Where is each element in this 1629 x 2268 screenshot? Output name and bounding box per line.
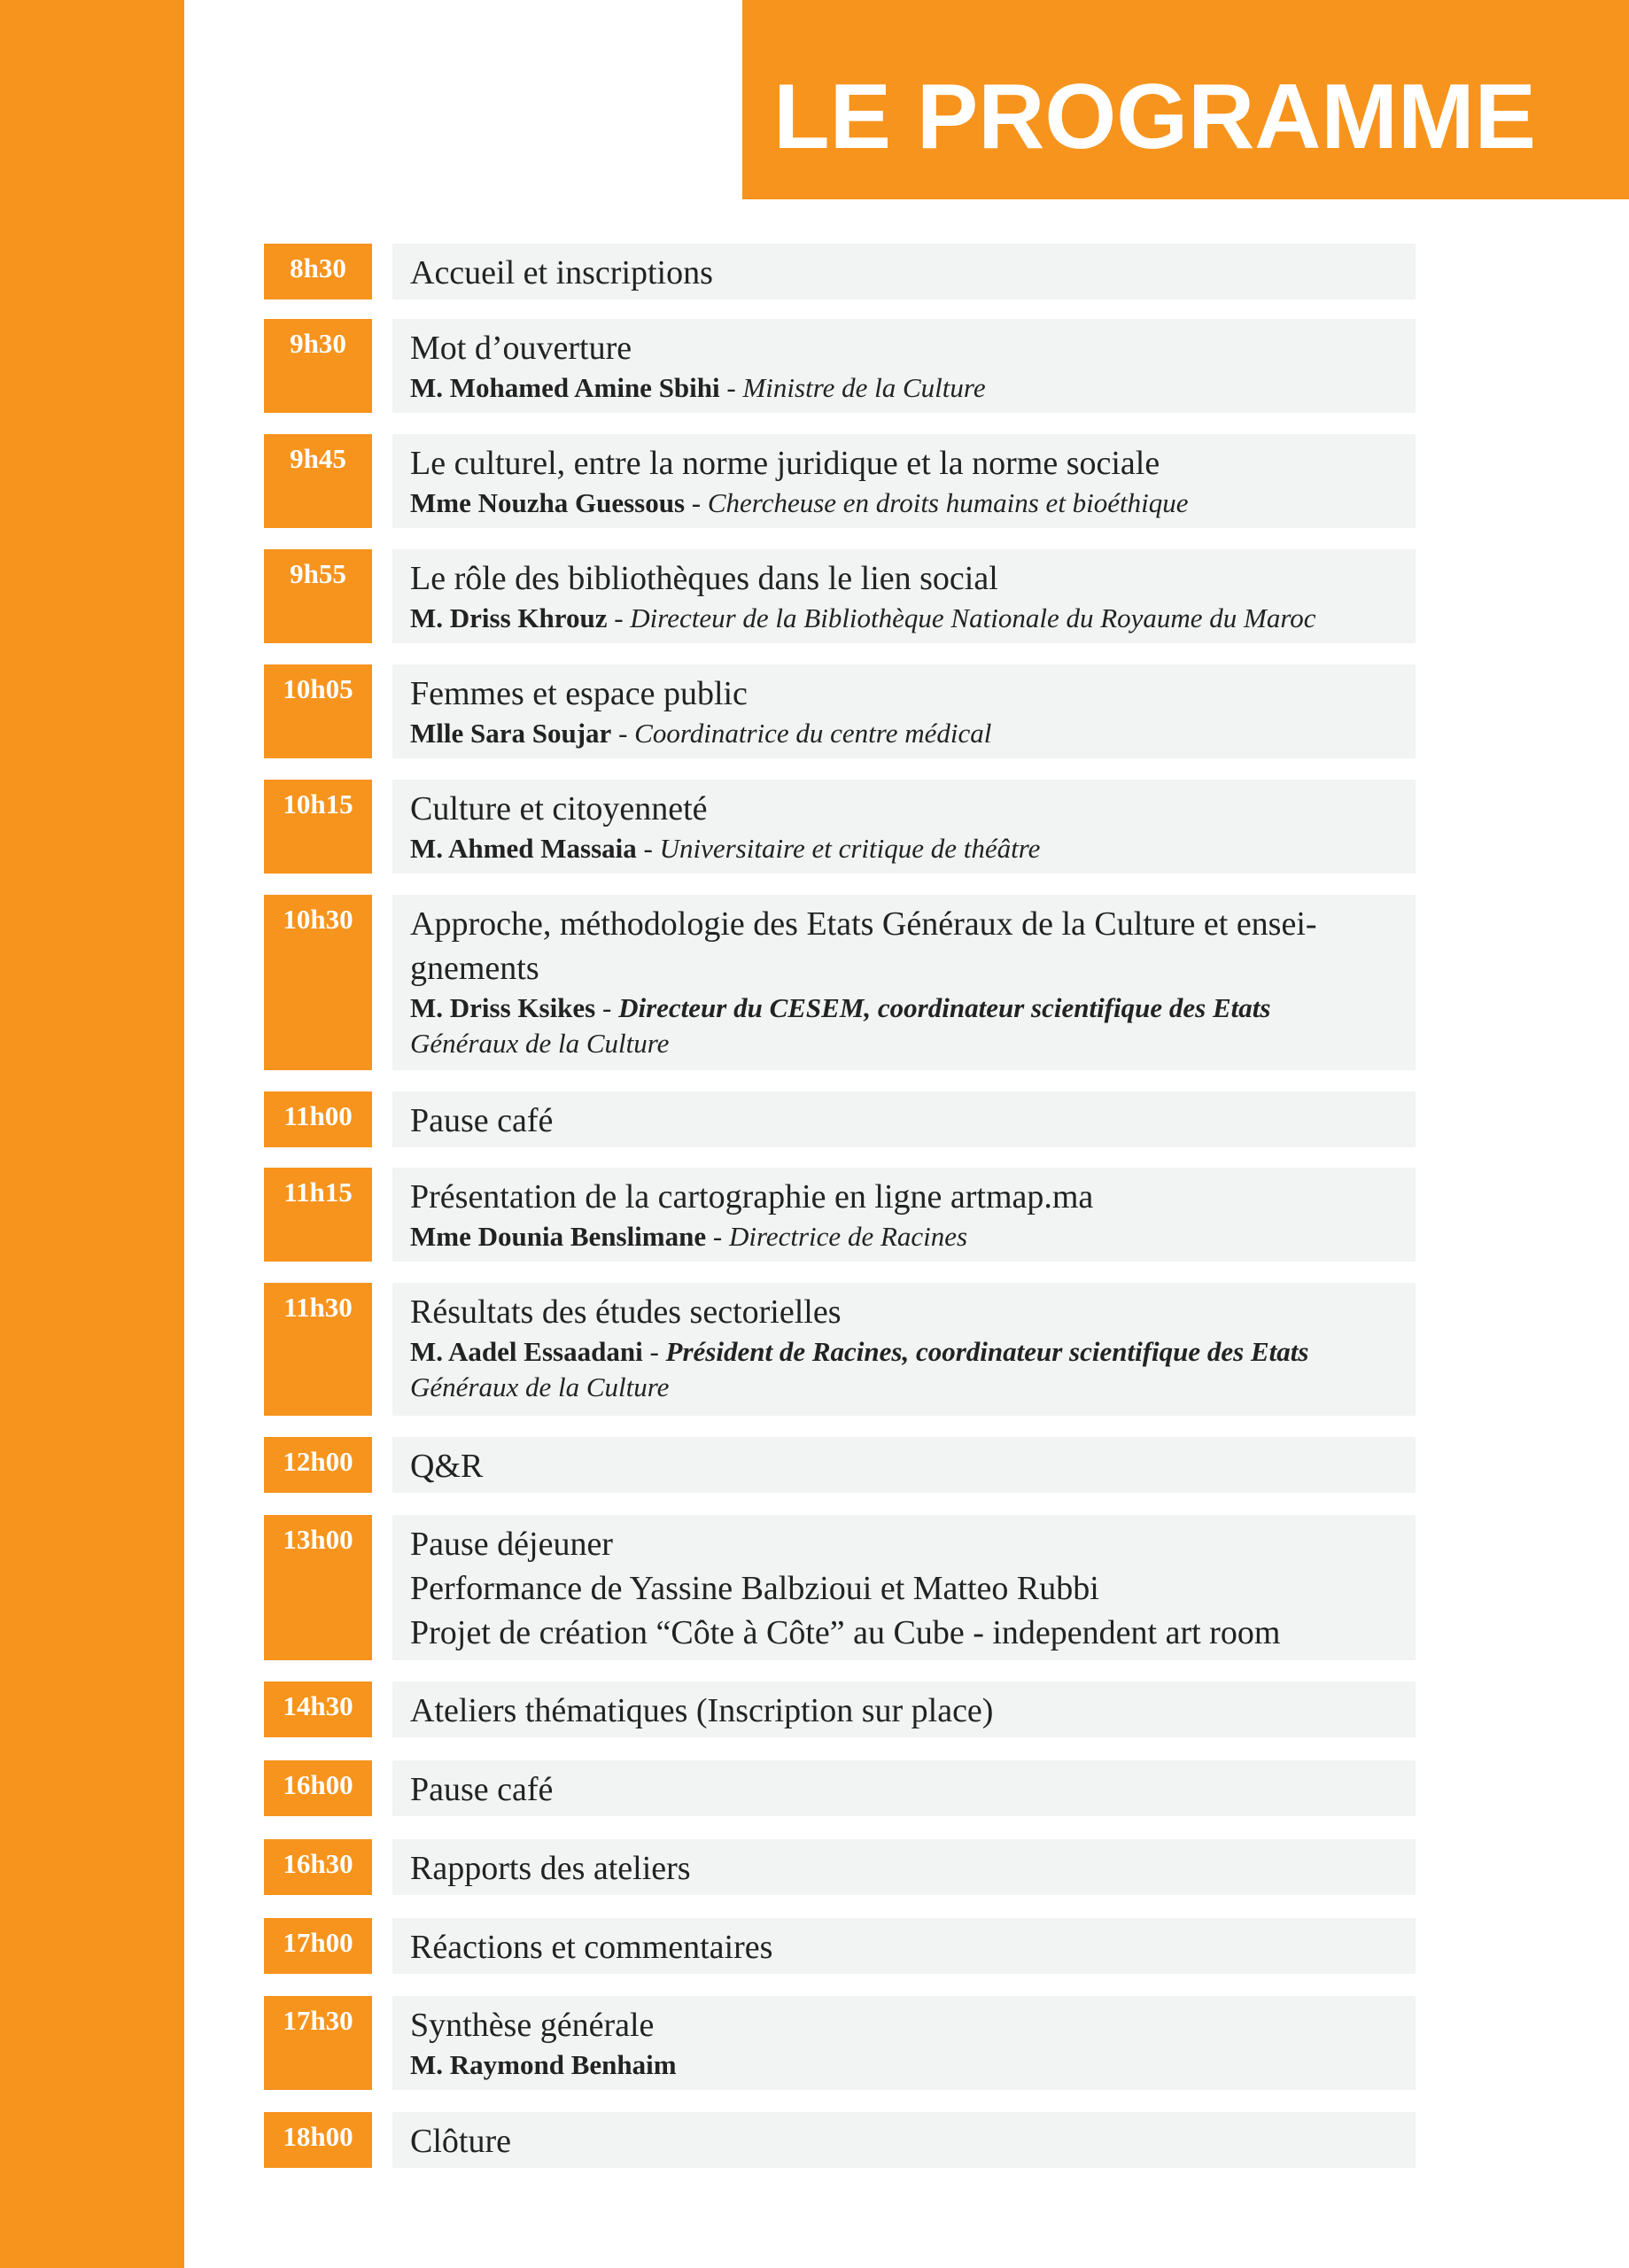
- session-topic: Culture et citoyenneté: [410, 790, 708, 827]
- program-entry: [392, 1760, 1416, 1816]
- time-badge: 11h30: [264, 1283, 372, 1416]
- time-badge: 17h30: [264, 1996, 372, 2090]
- session-topic-line: Projet de création “Côte à Côte” au Cube - independent art room: [410, 1614, 1281, 1651]
- time-badge: 11h00: [264, 1091, 372, 1147]
- session-topic: Femmes et espace public: [410, 675, 748, 712]
- speaker-line: [410, 1026, 1398, 1061]
- session-topic-line: Pause déjeuner: [410, 1526, 613, 1563]
- speaker-role: Universitaire et critique de théâtre: [659, 833, 1041, 864]
- session-topic: [410, 1522, 1398, 1655]
- time-badge: 9h55: [264, 549, 372, 643]
- speaker-separator: -: [706, 1221, 729, 1252]
- speaker-line: [410, 1219, 1398, 1254]
- speaker-separator: -: [607, 602, 631, 633]
- speaker-line: [410, 2047, 1398, 2083]
- speaker-name: M. Ahmed Massaia: [410, 833, 637, 864]
- time-badge: 13h00: [264, 1515, 372, 1660]
- session-topic: [410, 902, 1398, 990]
- session-topic: Présentation de la cartographie en ligne artmap.ma: [410, 1178, 1094, 1216]
- speaker-name: Mme Dounia Benslimane: [410, 1221, 707, 1252]
- speaker-separator: -: [595, 992, 619, 1023]
- time-badge: 18h00: [264, 2112, 372, 2168]
- program-entry: [392, 1996, 1416, 2090]
- program-entry: [392, 319, 1416, 413]
- speaker-role: Chercheuse en droits humains et bioéthique: [707, 487, 1189, 518]
- session-topic-line: Performance de Yassine Balbzioui et Matteo Rubbi: [410, 1570, 1099, 1607]
- program-entry: [392, 2112, 1416, 2168]
- program-entry: [392, 1168, 1416, 1262]
- program-entry: [392, 434, 1416, 528]
- program-entry: [392, 780, 1416, 874]
- time-badge: 10h05: [264, 664, 372, 758]
- time-badge: 9h45: [264, 434, 372, 528]
- time-badge: 16h30: [264, 1839, 372, 1895]
- session-topic: Q&R: [410, 1448, 484, 1485]
- time-badge: 10h15: [264, 780, 372, 874]
- program-entry: [392, 1839, 1416, 1895]
- session-topic: Accueil et inscriptions: [410, 254, 713, 291]
- speaker-name: M. Raymond Benhaim: [410, 2049, 677, 2080]
- program-entry: [392, 1682, 1416, 1737]
- session-topic-line: Approche, méthodologie des Etats Généraux de la Culture et ensei-: [410, 905, 1317, 943]
- speaker-role: Coordinatrice du centre médical: [634, 718, 992, 749]
- time-badge: 14h30: [264, 1682, 372, 1737]
- left-accent-bar: [0, 0, 184, 2268]
- session-topic: Pause café: [410, 1771, 554, 1808]
- speaker-role: Président de Racines, coordinateur scientifique des Etats: [665, 1336, 1309, 1367]
- speaker-name: M. Aadel Essaadani: [410, 1336, 643, 1367]
- session-topic: Ateliers thématiques (Inscription sur place): [410, 1692, 994, 1729]
- speaker-line: [410, 370, 1398, 406]
- speaker-name: Mlle Sara Soujar: [410, 718, 612, 749]
- session-topic: Clôture: [410, 2123, 511, 2160]
- program-entry: [392, 244, 1416, 299]
- speaker-separator: -: [642, 1336, 666, 1367]
- program-entry: [392, 1918, 1416, 1974]
- speaker-line: [410, 990, 1398, 1026]
- program-entry: [392, 1283, 1416, 1416]
- speaker-separator: -: [685, 487, 708, 518]
- speaker-role: Ministre de la Culture: [742, 372, 986, 403]
- speaker-name: M. Driss Khrouz: [410, 602, 608, 633]
- session-topic: Le culturel, entre la norme juridique et la norme sociale: [410, 445, 1160, 482]
- speaker-name: M. Mohamed Amine Sbihi: [410, 372, 720, 403]
- time-badge: 17h00: [264, 1918, 372, 1974]
- time-badge: 11h15: [264, 1168, 372, 1262]
- program-entry: [392, 664, 1416, 758]
- speaker-line: [410, 485, 1398, 521]
- speaker-line: [410, 1370, 1398, 1405]
- program-entry: [392, 1515, 1416, 1660]
- speaker-role: Directeur du CESEM, coordinateur scientifique des Etats: [618, 992, 1271, 1023]
- time-badge: 8h30: [264, 244, 372, 299]
- speaker-role-continued: Généraux de la Culture: [410, 1371, 670, 1402]
- speaker-separator: -: [611, 718, 635, 749]
- speaker-name: M. Driss Ksikes: [410, 992, 596, 1023]
- program-entry: [392, 1091, 1416, 1147]
- session-topic: Le rôle des bibliothèques dans le lien social: [410, 560, 998, 597]
- header-banner: [742, 0, 1629, 199]
- session-topic: Résultats des études sectorielles: [410, 1293, 842, 1331]
- speaker-separator: -: [636, 833, 660, 864]
- session-topic-line: gnements: [410, 950, 539, 987]
- time-badge: 16h00: [264, 1760, 372, 1816]
- speaker-role: Directeur de la Bibliothèque Nationale du Royaume du Maroc: [630, 602, 1316, 633]
- speaker-role: Directrice de Racines: [728, 1221, 968, 1252]
- speaker-line: [410, 1334, 1398, 1370]
- speaker-line: [410, 716, 1398, 751]
- program-entry: [392, 895, 1416, 1070]
- program-entry: [392, 549, 1416, 643]
- page-title: LE PROGRAMME: [773, 66, 1536, 168]
- session-topic: Pause café: [410, 1102, 554, 1139]
- time-badge: 9h30: [264, 319, 372, 413]
- speaker-separator: -: [719, 372, 743, 403]
- session-topic: Synthèse générale: [410, 2007, 655, 2044]
- session-topic: Rapports des ateliers: [410, 1850, 691, 1887]
- time-badge: 10h30: [264, 895, 372, 1070]
- program-entry: [392, 1437, 1416, 1493]
- speaker-name: Mme Nouzha Guessous: [410, 487, 686, 518]
- session-topic: Réactions et commentaires: [410, 1929, 773, 1966]
- speaker-line: [410, 601, 1398, 636]
- time-badge: 12h00: [264, 1437, 372, 1493]
- session-topic: Mot d’ouverture: [410, 330, 632, 367]
- speaker-line: [410, 831, 1398, 866]
- speaker-role-continued: Généraux de la Culture: [410, 1028, 670, 1059]
